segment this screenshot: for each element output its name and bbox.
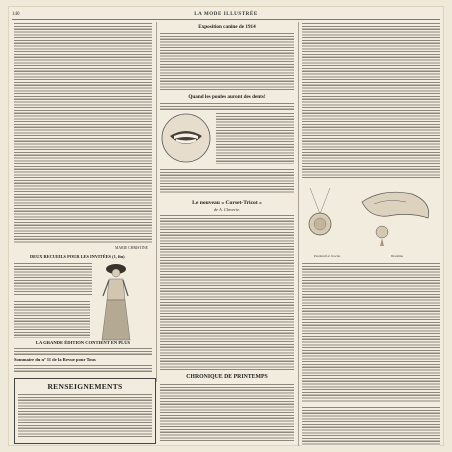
smiling-mouth-illustration bbox=[160, 112, 212, 164]
header-rule bbox=[12, 19, 440, 20]
right-text-block-3 bbox=[302, 406, 440, 446]
chronique-heading: CHRONIQUE DE PRINTEMPS bbox=[186, 374, 268, 380]
sommaire-text bbox=[14, 364, 152, 372]
column-divider-1 bbox=[156, 22, 157, 382]
exposition-heading: Exposition canine de 1914 bbox=[198, 24, 256, 30]
corset-author: de A. Claverie. bbox=[213, 207, 241, 212]
journal-title: LA MODE ILLUSTRÉE bbox=[194, 12, 258, 17]
recueils-text bbox=[14, 262, 92, 296]
middle-column bbox=[160, 22, 294, 372]
grande-edition-text bbox=[14, 347, 152, 355]
corset-text bbox=[160, 214, 294, 372]
woman-figure-illustration bbox=[94, 260, 138, 342]
pendant-caption: Pendentif et broche bbox=[313, 254, 341, 258]
renseignements-text bbox=[18, 393, 152, 439]
tiara-caption: Diadème bbox=[390, 254, 404, 258]
sommaire-heading: Sommaire du nº 11 de la Revue pour Tous bbox=[14, 357, 96, 362]
renseignements-heading: RENSEIGNEMENTS bbox=[47, 382, 123, 391]
poules-intro bbox=[160, 102, 294, 110]
newspaper-page bbox=[8, 6, 444, 446]
poules-text-2 bbox=[160, 168, 294, 194]
jewelry-illustration bbox=[302, 184, 440, 254]
grande-edition-heading: LA GRANDE ÉDITION CONTIENT EN PLUS bbox=[35, 340, 131, 345]
recueils-heading: DEUX RECUEILS POUR LES INVITÉES (1, fin) bbox=[30, 254, 125, 259]
corset-heading: Le nouveau « Corset-Tricot » bbox=[192, 200, 262, 206]
right-text-block-2 bbox=[302, 262, 440, 402]
right-column bbox=[302, 22, 440, 446]
body-text-block bbox=[14, 22, 152, 244]
left-column bbox=[14, 22, 152, 372]
poules-heading: Quand les poules auront des dents! bbox=[188, 94, 266, 100]
poules-text bbox=[216, 112, 294, 164]
chronique-text bbox=[160, 383, 294, 443]
page-number: 140 bbox=[12, 12, 20, 17]
exposition-text bbox=[160, 32, 294, 90]
recueils-text-2 bbox=[14, 300, 90, 338]
column-divider-2 bbox=[298, 22, 299, 446]
author-signature: MARIE CHRISTINE bbox=[114, 246, 148, 250]
right-text-block bbox=[302, 22, 440, 180]
renseignements-box bbox=[14, 378, 156, 444]
